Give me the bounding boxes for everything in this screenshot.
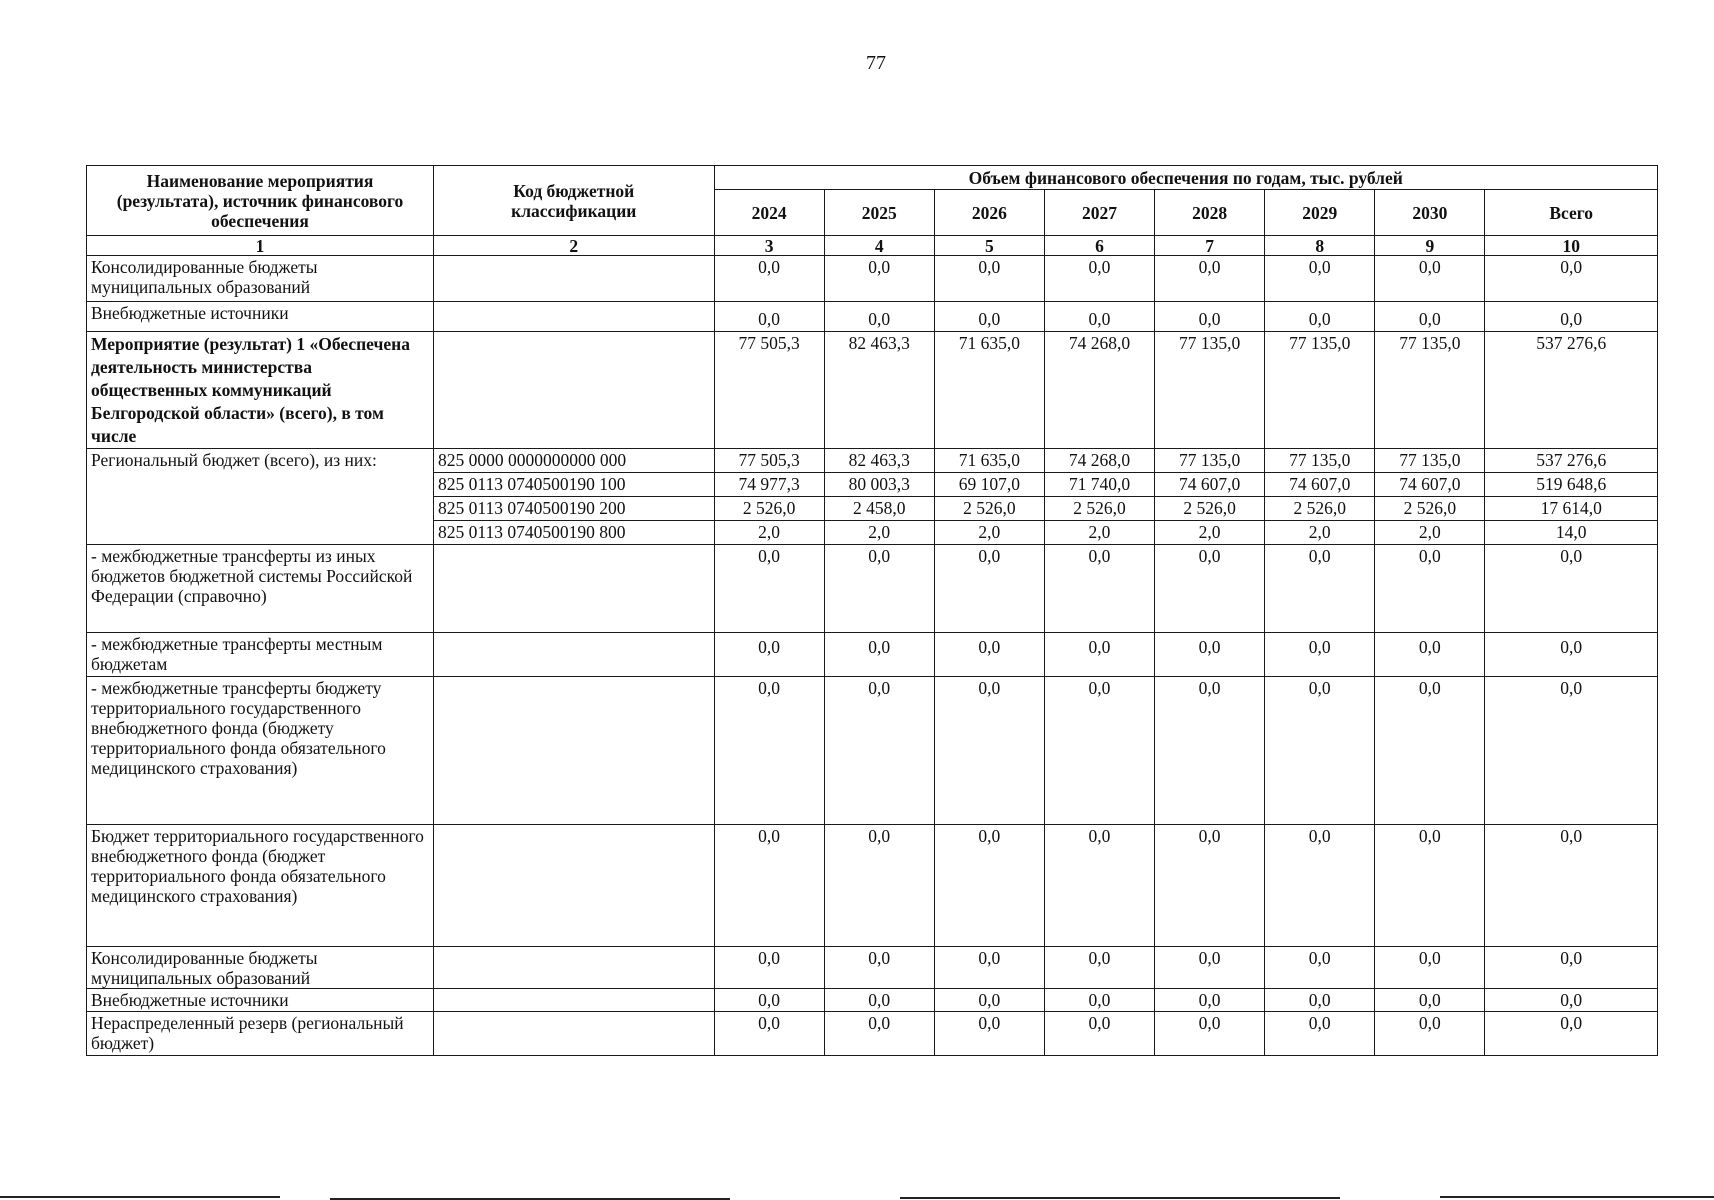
- row-value: 82 463,3: [824, 449, 934, 473]
- row-value: 0,0: [824, 989, 934, 1012]
- scan-edge-line: [0, 1196, 280, 1198]
- row-value: 519 648,6: [1485, 473, 1658, 497]
- row-value: 0,0: [714, 302, 824, 332]
- row-value: 17 614,0: [1485, 497, 1658, 521]
- row-value: 2,0: [1044, 521, 1154, 545]
- row-code: 825 0113 0740500190 200: [434, 497, 715, 521]
- row-value: 0,0: [1155, 825, 1265, 947]
- row-value: 74 977,3: [714, 473, 824, 497]
- row-name: Внебюджетные источники: [87, 302, 434, 332]
- row-value: 0,0: [1044, 302, 1154, 332]
- column-number: 7: [1155, 236, 1265, 256]
- row-value: 77 135,0: [1265, 449, 1375, 473]
- table-row: [87, 947, 1658, 989]
- row-value: 0,0: [934, 256, 1044, 302]
- row-value: 0,0: [1155, 545, 1265, 633]
- row-value: 0,0: [714, 633, 824, 677]
- row-code: [434, 947, 715, 989]
- row-value: 77 135,0: [1375, 449, 1485, 473]
- header-code: Код бюджетной классификации: [434, 166, 715, 236]
- row-value: 77 505,3: [714, 332, 824, 449]
- table-row: [87, 633, 1658, 677]
- row-value: 0,0: [1155, 633, 1265, 677]
- table-row: [87, 1012, 1658, 1056]
- row-value: 0,0: [1044, 989, 1154, 1012]
- row-value: 2,0: [1265, 521, 1375, 545]
- scan-edge-line: [330, 1198, 730, 1200]
- table-row: [87, 256, 1658, 302]
- column-number: 1: [87, 236, 434, 256]
- row-value: 71 740,0: [1044, 473, 1154, 497]
- row-value: 0,0: [1265, 633, 1375, 677]
- row-value: 0,0: [1485, 989, 1658, 1012]
- table-header: [87, 166, 1658, 256]
- row-value: 2 526,0: [1265, 497, 1375, 521]
- row-value: 0,0: [934, 302, 1044, 332]
- row-value: 0,0: [934, 545, 1044, 633]
- row-code: [434, 302, 715, 332]
- row-value: 82 463,3: [824, 332, 934, 449]
- row-value: 0,0: [1044, 545, 1154, 633]
- row-value: 0,0: [1265, 545, 1375, 633]
- row-value: 0,0: [1155, 1012, 1265, 1056]
- table-row: [87, 545, 1658, 633]
- row-value: 0,0: [824, 947, 934, 989]
- row-value: 0,0: [714, 677, 824, 825]
- header-total: Всего: [1485, 190, 1658, 236]
- row-name: Бюджет территориального государственного внебюджетного фонда (бюджет территориального фонда обязательного медицинского страхования): [87, 825, 434, 947]
- row-value: 77 135,0: [1265, 332, 1375, 449]
- row-value: 0,0: [1155, 302, 1265, 332]
- row-value: 2 458,0: [824, 497, 934, 521]
- column-number: 2: [434, 236, 715, 256]
- row-value: 0,0: [934, 947, 1044, 989]
- row-value: 2 526,0: [934, 497, 1044, 521]
- row-value: 0,0: [934, 633, 1044, 677]
- header-name: Наименование мероприятия (результата), источник финансового обеспечения: [87, 166, 434, 236]
- row-value: 0,0: [1265, 256, 1375, 302]
- row-code: 825 0000 0000000000 000: [434, 449, 715, 473]
- row-value: 0,0: [1265, 825, 1375, 947]
- row-value: 0,0: [824, 545, 934, 633]
- row-value: 2,0: [1375, 521, 1485, 545]
- row-value: 0,0: [1044, 947, 1154, 989]
- row-value: 0,0: [824, 302, 934, 332]
- column-number: 9: [1375, 236, 1485, 256]
- row-value: 0,0: [1375, 947, 1485, 989]
- row-value: 77 135,0: [1155, 449, 1265, 473]
- row-code: [434, 256, 715, 302]
- row-value: 77 135,0: [1155, 332, 1265, 449]
- row-name: - межбюджетные трансферты местным бюджетам: [87, 633, 434, 677]
- row-name: Региональный бюджет (всего), из них:: [87, 449, 434, 545]
- scan-edge-line: [900, 1197, 1340, 1199]
- row-code: [434, 989, 715, 1012]
- row-value: 0,0: [1265, 677, 1375, 825]
- row-value: 0,0: [1155, 989, 1265, 1012]
- row-code: [434, 825, 715, 947]
- row-value: 74 268,0: [1044, 332, 1154, 449]
- header-year-2025: 2025: [824, 190, 934, 236]
- page-number: 77: [866, 52, 886, 74]
- table-row: [87, 677, 1658, 825]
- row-code: 825 0113 0740500190 100: [434, 473, 715, 497]
- row-value: 2 526,0: [1044, 497, 1154, 521]
- column-number: 5: [934, 236, 1044, 256]
- table-row: [87, 302, 1658, 332]
- table-row: [87, 332, 1658, 449]
- row-value: 14,0: [1485, 521, 1658, 545]
- row-value: 0,0: [824, 677, 934, 825]
- row-value: 0,0: [1375, 677, 1485, 825]
- row-value: 0,0: [1375, 989, 1485, 1012]
- column-number: 4: [824, 236, 934, 256]
- row-name: Консолидированные бюджеты муниципальных образований: [87, 947, 434, 989]
- row-value: 77 505,3: [714, 449, 824, 473]
- scan-edge-line: [1440, 1196, 1714, 1198]
- row-name: Нераспределенный резерв (региональный бюджет): [87, 1012, 434, 1056]
- row-name: - межбюджетные трансферты бюджету территориального государственного внебюджетного фонда (бюджету территориального фонда обязательного медицинского страхования): [87, 677, 434, 825]
- row-value: 74 607,0: [1265, 473, 1375, 497]
- table-row: [87, 989, 1658, 1012]
- row-value: 0,0: [1044, 256, 1154, 302]
- header-year-2024: 2024: [714, 190, 824, 236]
- row-value: 71 635,0: [934, 332, 1044, 449]
- table-row: [87, 449, 1658, 473]
- row-value: 0,0: [1044, 1012, 1154, 1056]
- row-value: 0,0: [714, 256, 824, 302]
- row-value: 0,0: [1265, 989, 1375, 1012]
- row-value: 0,0: [1485, 545, 1658, 633]
- row-value: 0,0: [714, 1012, 824, 1056]
- row-value: 0,0: [824, 825, 934, 947]
- row-name: Консолидированные бюджеты муниципальных образований: [87, 256, 434, 302]
- row-value: 2 526,0: [714, 497, 824, 521]
- row-value: 537 276,6: [1485, 449, 1658, 473]
- row-code: [434, 677, 715, 825]
- row-value: 74 268,0: [1044, 449, 1154, 473]
- row-value: 0,0: [1485, 633, 1658, 677]
- row-value: 0,0: [714, 947, 824, 989]
- row-value: 0,0: [934, 825, 1044, 947]
- table-row: [87, 825, 1658, 947]
- row-value: 77 135,0: [1375, 332, 1485, 449]
- row-value: 0,0: [824, 1012, 934, 1056]
- column-number: 10: [1485, 236, 1658, 256]
- row-value: 0,0: [1375, 302, 1485, 332]
- row-value: 0,0: [1485, 302, 1658, 332]
- measure-name: Мероприятие (результат) 1 «Обеспечена деятельность министерства общественных коммуникаций Белгородской области» (всего), в том числе: [87, 332, 434, 449]
- column-number: 3: [714, 236, 824, 256]
- row-value: 0,0: [824, 256, 934, 302]
- row-value: 0,0: [714, 989, 824, 1012]
- row-value: 0,0: [1375, 1012, 1485, 1056]
- row-value: 2,0: [714, 521, 824, 545]
- column-number: 6: [1044, 236, 1154, 256]
- row-value: 2,0: [1155, 521, 1265, 545]
- financing-table: [86, 165, 1658, 1056]
- row-value: 0,0: [1375, 633, 1485, 677]
- row-name: Внебюджетные источники: [87, 989, 434, 1012]
- row-value: 0,0: [714, 545, 824, 633]
- row-value: 0,0: [1044, 633, 1154, 677]
- row-value: 0,0: [1265, 947, 1375, 989]
- row-value: 2,0: [934, 521, 1044, 545]
- row-value: 80 003,3: [824, 473, 934, 497]
- row-value: 2 526,0: [1155, 497, 1265, 521]
- row-code: [434, 545, 715, 633]
- row-value: 0,0: [934, 677, 1044, 825]
- row-value: 0,0: [1485, 256, 1658, 302]
- row-value: 0,0: [1485, 1012, 1658, 1056]
- row-value: 0,0: [1485, 825, 1658, 947]
- row-code: [434, 1012, 715, 1056]
- header-year-2028: 2028: [1155, 190, 1265, 236]
- row-value: 0,0: [1155, 256, 1265, 302]
- header-group: Объем финансового обеспечения по годам, тыс. рублей: [714, 166, 1657, 190]
- row-name: - межбюджетные трансферты из иных бюджетов бюджетной системы Российской Федерации (справочно): [87, 545, 434, 633]
- row-value: 0,0: [1265, 302, 1375, 332]
- row-value: 0,0: [934, 989, 1044, 1012]
- row-value: 71 635,0: [934, 449, 1044, 473]
- header-year-2030: 2030: [1375, 190, 1485, 236]
- row-value: 0,0: [1155, 677, 1265, 825]
- header-year-2027: 2027: [1044, 190, 1154, 236]
- row-code: 825 0113 0740500190 800: [434, 521, 715, 545]
- row-value: 0,0: [1375, 545, 1485, 633]
- row-value: 0,0: [1375, 825, 1485, 947]
- row-value: 74 607,0: [1155, 473, 1265, 497]
- row-value: 0,0: [1485, 947, 1658, 989]
- row-value: 0,0: [714, 825, 824, 947]
- row-value: 0,0: [1485, 677, 1658, 825]
- row-value: 2,0: [824, 521, 934, 545]
- column-number: 8: [1265, 236, 1375, 256]
- row-value: 0,0: [1265, 1012, 1375, 1056]
- row-value: 2 526,0: [1375, 497, 1485, 521]
- header-year-2026: 2026: [934, 190, 1044, 236]
- row-code: [434, 633, 715, 677]
- row-value: 0,0: [1044, 677, 1154, 825]
- row-value: 69 107,0: [934, 473, 1044, 497]
- row-value: 0,0: [1155, 947, 1265, 989]
- header-year-2029: 2029: [1265, 190, 1375, 236]
- row-value: 0,0: [824, 633, 934, 677]
- row-value: 0,0: [934, 1012, 1044, 1056]
- row-value: 0,0: [1375, 256, 1485, 302]
- row-value: 0,0: [1044, 825, 1154, 947]
- row-code: [434, 332, 715, 449]
- row-value: 74 607,0: [1375, 473, 1485, 497]
- row-value: 537 276,6: [1485, 332, 1658, 449]
